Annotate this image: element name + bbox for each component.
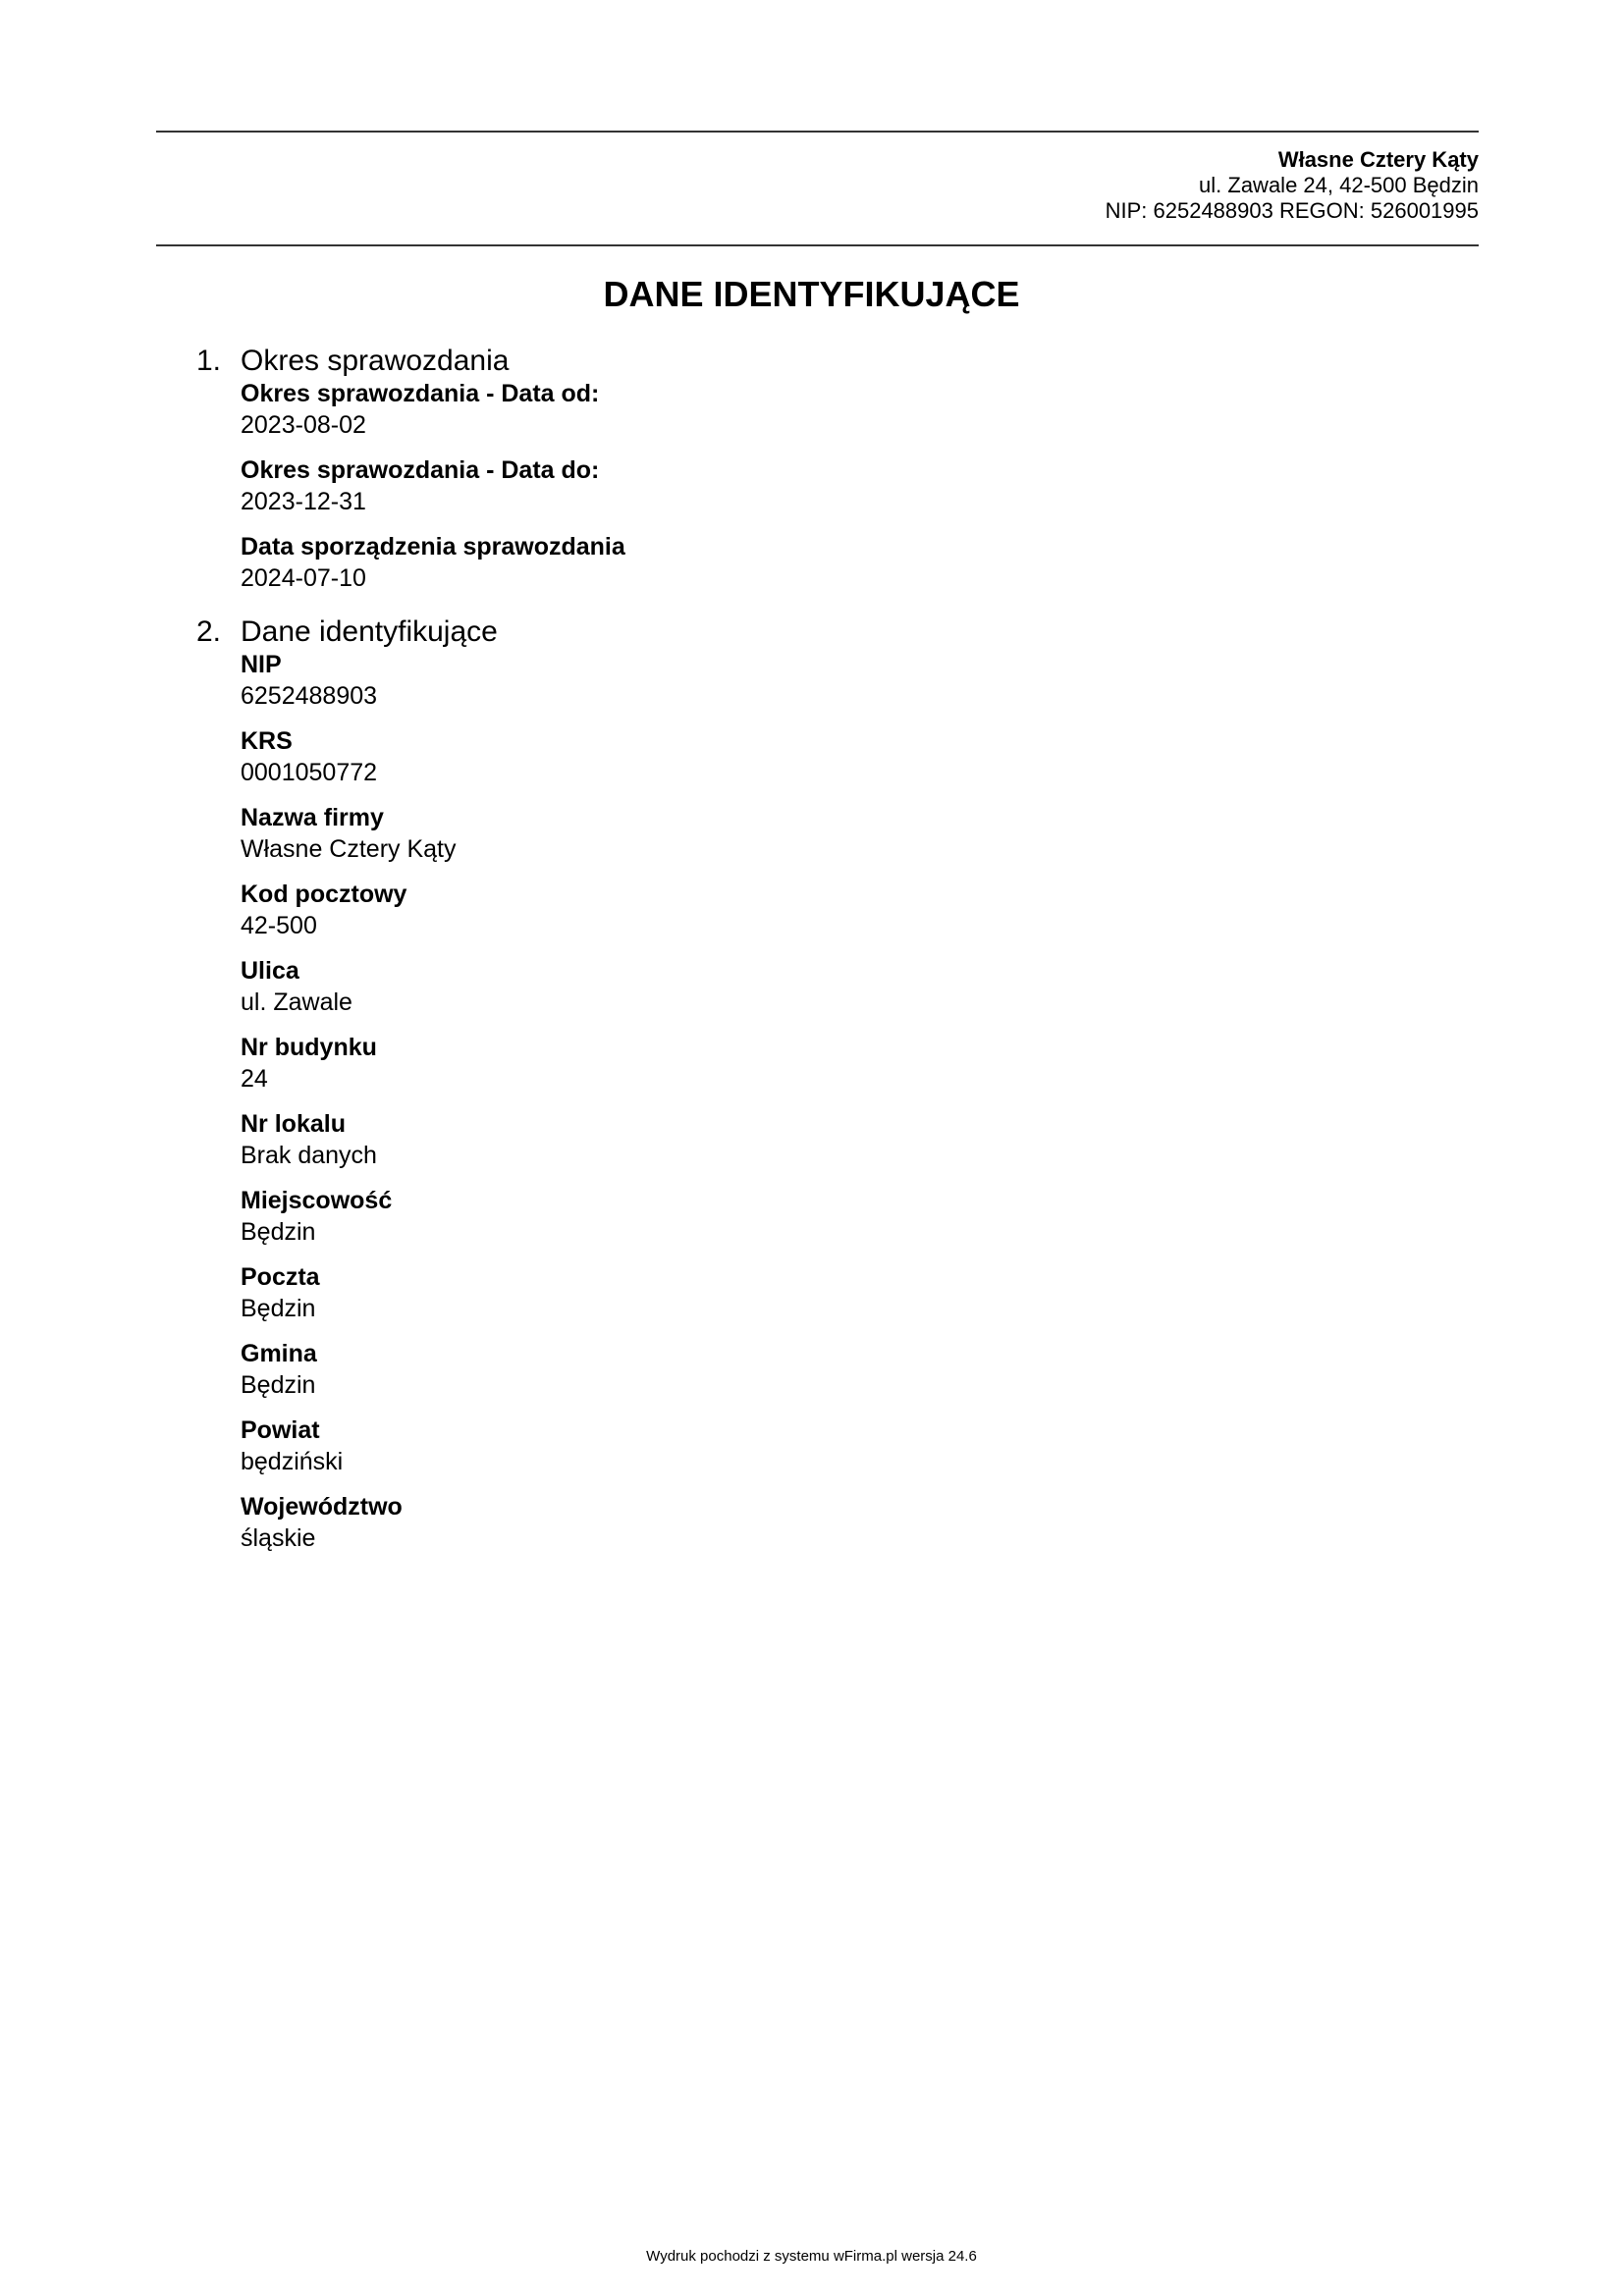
field-label: Nr budynku — [241, 1034, 377, 1061]
field-value: 2023-12-31 — [241, 488, 366, 515]
field-voivodeship — [241, 1492, 457, 1554]
field-krs — [241, 726, 457, 788]
field-city — [241, 1186, 457, 1248]
field-label: Nazwa firmy — [241, 804, 384, 831]
field-date-to — [241, 455, 625, 517]
field-municipality — [241, 1339, 457, 1401]
field-postal-code — [241, 880, 457, 941]
company-name: Własne Cztery Kąty — [1277, 147, 1479, 172]
field-building-number — [241, 1033, 457, 1095]
field-value: 2024-07-10 — [241, 564, 366, 592]
field-unit-number — [241, 1109, 457, 1171]
field-value: ul. Zawale — [241, 988, 352, 1016]
field-county — [241, 1415, 457, 1477]
company-header — [1106, 147, 1479, 224]
field-label: Poczta — [241, 1263, 320, 1291]
section-number: 1. — [196, 345, 222, 377]
field-value: 24 — [241, 1065, 268, 1093]
field-nip — [241, 650, 457, 712]
field-value: Brak danych — [241, 1142, 377, 1169]
field-label: Data sporządzenia sprawozdania — [241, 533, 625, 561]
section-title: Dane identyfikujące — [241, 615, 498, 648]
print-footer: Wydruk pochodzi z systemu wFirma.pl wersja 24.6 — [646, 2248, 977, 2265]
field-post-office — [241, 1262, 457, 1324]
section-fields — [241, 650, 457, 1569]
field-label: Kod pocztowy — [241, 881, 407, 908]
field-value: Własne Cztery Kąty — [241, 835, 457, 863]
company-ids: NIP: 6252488903 REGON: 526001995 — [1105, 198, 1479, 223]
field-label: Ulica — [241, 957, 299, 985]
field-label: Powiat — [241, 1416, 320, 1444]
field-label: KRS — [241, 727, 293, 755]
field-label: Okres sprawozdania - Data od: — [241, 380, 600, 407]
header-top-rule — [156, 131, 1479, 133]
field-value: Będzin — [241, 1295, 316, 1322]
field-value: śląskie — [241, 1524, 316, 1552]
section-number: 2. — [196, 615, 222, 648]
field-preparation-date — [241, 532, 625, 594]
field-company-name — [241, 803, 457, 865]
document-title: DANE IDENTYFIKUJĄCE — [603, 274, 1020, 314]
field-label: Województwo — [241, 1493, 403, 1521]
field-date-from — [241, 379, 625, 441]
field-value: 0001050772 — [241, 759, 378, 786]
field-label: NIP — [241, 651, 282, 678]
field-value: będziński — [241, 1448, 344, 1475]
field-value: 42-500 — [241, 912, 317, 939]
field-label: Miejscowość — [241, 1187, 393, 1214]
field-value: Będzin — [241, 1371, 316, 1399]
field-label: Nr lokalu — [241, 1110, 346, 1138]
section-fields — [241, 379, 625, 609]
section-title: Okres sprawozdania — [241, 345, 510, 377]
header-bottom-rule — [156, 244, 1479, 246]
field-value: 2023-08-02 — [241, 411, 366, 439]
field-value: 6252488903 — [241, 682, 378, 710]
field-label: Gmina — [241, 1340, 317, 1367]
field-label: Okres sprawozdania - Data do: — [241, 456, 600, 484]
field-street — [241, 956, 457, 1018]
field-value: Będzin — [241, 1218, 316, 1246]
company-address: ul. Zawale 24, 42-500 Będzin — [1199, 173, 1479, 197]
